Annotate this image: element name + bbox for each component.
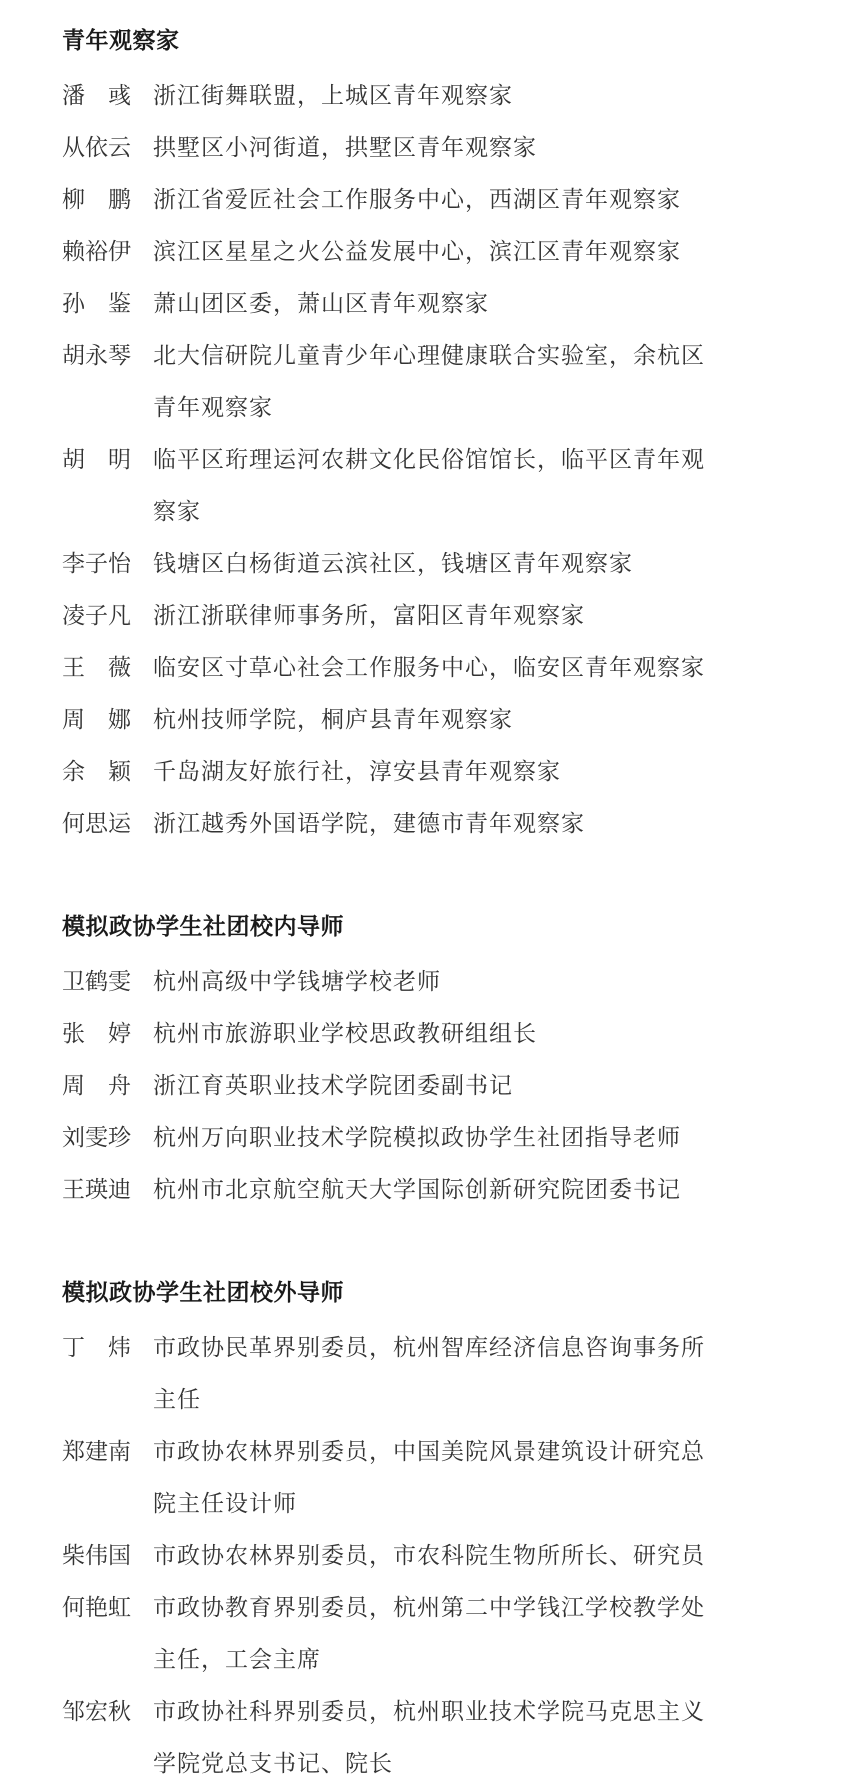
person-description: 杭州市北京航空航天大学国际创新研究院团委书记 — [153, 1177, 681, 1203]
person-name: 赖裕伊 — [62, 239, 131, 265]
person-name: 柳 鹏 — [62, 187, 131, 213]
person-name: 周 舟 — [62, 1073, 131, 1099]
list-item — [62, 434, 857, 538]
list-item — [62, 1060, 857, 1112]
person-description: 浙江越秀外国语学院，建德市青年观察家 — [153, 811, 585, 837]
person-name: 孙 鉴 — [62, 291, 131, 317]
person-name: 卫鹤雯 — [62, 969, 131, 995]
person-name: 王 薇 — [62, 655, 131, 681]
person-name: 丁 炜 — [62, 1335, 131, 1361]
person-description: 浙江省爱匠社会工作服务中心，西湖区青年观察家 — [153, 187, 681, 213]
person-name: 凌子凡 — [62, 603, 131, 629]
person-name: 潘 彧 — [62, 83, 131, 109]
person-description: 滨江区星星之火公益发展中心，滨江区青年观察家 — [153, 239, 681, 265]
person-description: 钱塘区白杨街道云滨社区，钱塘区青年观察家 — [153, 551, 633, 577]
list-item — [62, 122, 857, 174]
person-name: 余 颖 — [62, 759, 131, 785]
person-name: 从依云 — [62, 135, 131, 161]
person-description: 浙江浙联律师事务所，富阳区青年观察家 — [153, 603, 585, 629]
section-title: 模拟政协学生社团校外导师 — [62, 1280, 344, 1306]
person-name: 胡永琴 — [62, 343, 131, 369]
person-description: 浙江街舞联盟，上城区青年观察家 — [153, 83, 513, 109]
list-item — [62, 694, 857, 746]
person-description: 杭州市旅游职业学校思政教研组组长 — [153, 1021, 537, 1047]
list-item — [62, 956, 857, 1008]
list-item — [62, 174, 857, 226]
list-item — [62, 278, 857, 330]
person-name: 王瑛迪 — [62, 1177, 131, 1203]
person-description: 市政协农林界别委员，中国美院风景建筑设计研究总院主任设计师 — [153, 1439, 705, 1517]
list-item — [62, 1112, 857, 1164]
list-item — [62, 590, 857, 642]
list-item — [62, 1322, 857, 1426]
list-item — [62, 1164, 857, 1216]
person-description: 市政协农林界别委员，市农科院生物所所长、研究员 — [153, 1543, 705, 1569]
list-item — [62, 226, 857, 278]
list-item — [62, 1530, 857, 1582]
list-item — [62, 538, 857, 590]
section-external-mentors — [62, 1272, 857, 1790]
person-description: 杭州万向职业技术学院模拟政协学生社团指导老师 — [153, 1125, 681, 1151]
list-item — [62, 70, 857, 122]
person-name: 李子怡 — [62, 551, 131, 577]
list-item — [62, 798, 857, 850]
person-name: 何思运 — [62, 811, 131, 837]
list-item — [62, 1582, 857, 1686]
person-description: 市政协民革界别委员，杭州智库经济信息咨询事务所主任 — [153, 1335, 705, 1413]
person-description: 拱墅区小河街道，拱墅区青年观察家 — [153, 135, 537, 161]
list-item — [62, 1008, 857, 1060]
person-description: 临平区珩理运河农耕文化民俗馆馆长，临平区青年观察家 — [153, 447, 705, 525]
person-name: 胡 明 — [62, 447, 131, 473]
person-description: 萧山团区委，萧山区青年观察家 — [153, 291, 489, 317]
person-name: 何艳虹 — [62, 1595, 131, 1621]
list-item — [62, 330, 857, 434]
person-name: 郑建南 — [62, 1439, 131, 1465]
person-name: 邹宏秋 — [62, 1699, 131, 1725]
list-item — [62, 1426, 857, 1530]
person-description: 千岛湖友好旅行社，淳安县青年观察家 — [153, 759, 561, 785]
section-youth-observers — [62, 20, 857, 850]
person-name: 周 娜 — [62, 707, 131, 733]
person-description: 市政协教育界别委员，杭州第二中学钱江学校教学处主任，工会主席 — [153, 1595, 705, 1673]
person-name: 刘雯珍 — [62, 1125, 131, 1151]
person-description: 临安区寸草心社会工作服务中心，临安区青年观察家 — [153, 655, 705, 681]
list-item — [62, 1686, 857, 1790]
section-title: 青年观察家 — [62, 28, 180, 54]
person-name: 张 婷 — [62, 1021, 131, 1047]
section-internal-mentors — [62, 906, 857, 1216]
list-item — [62, 746, 857, 798]
person-description: 浙江育英职业技术学院团委副书记 — [153, 1073, 513, 1099]
list-item — [62, 642, 857, 694]
person-name: 柴伟国 — [62, 1543, 131, 1569]
section-title: 模拟政协学生社团校内导师 — [62, 914, 344, 940]
person-description: 杭州技师学院，桐庐县青年观察家 — [153, 707, 513, 733]
person-description: 市政协社科界别委员，杭州职业技术学院马克思主义学院党总支书记、院长 — [153, 1699, 705, 1777]
person-description: 杭州高级中学钱塘学校老师 — [153, 969, 441, 995]
person-description: 北大信研院儿童青少年心理健康联合实验室，余杭区青年观察家 — [153, 343, 705, 421]
